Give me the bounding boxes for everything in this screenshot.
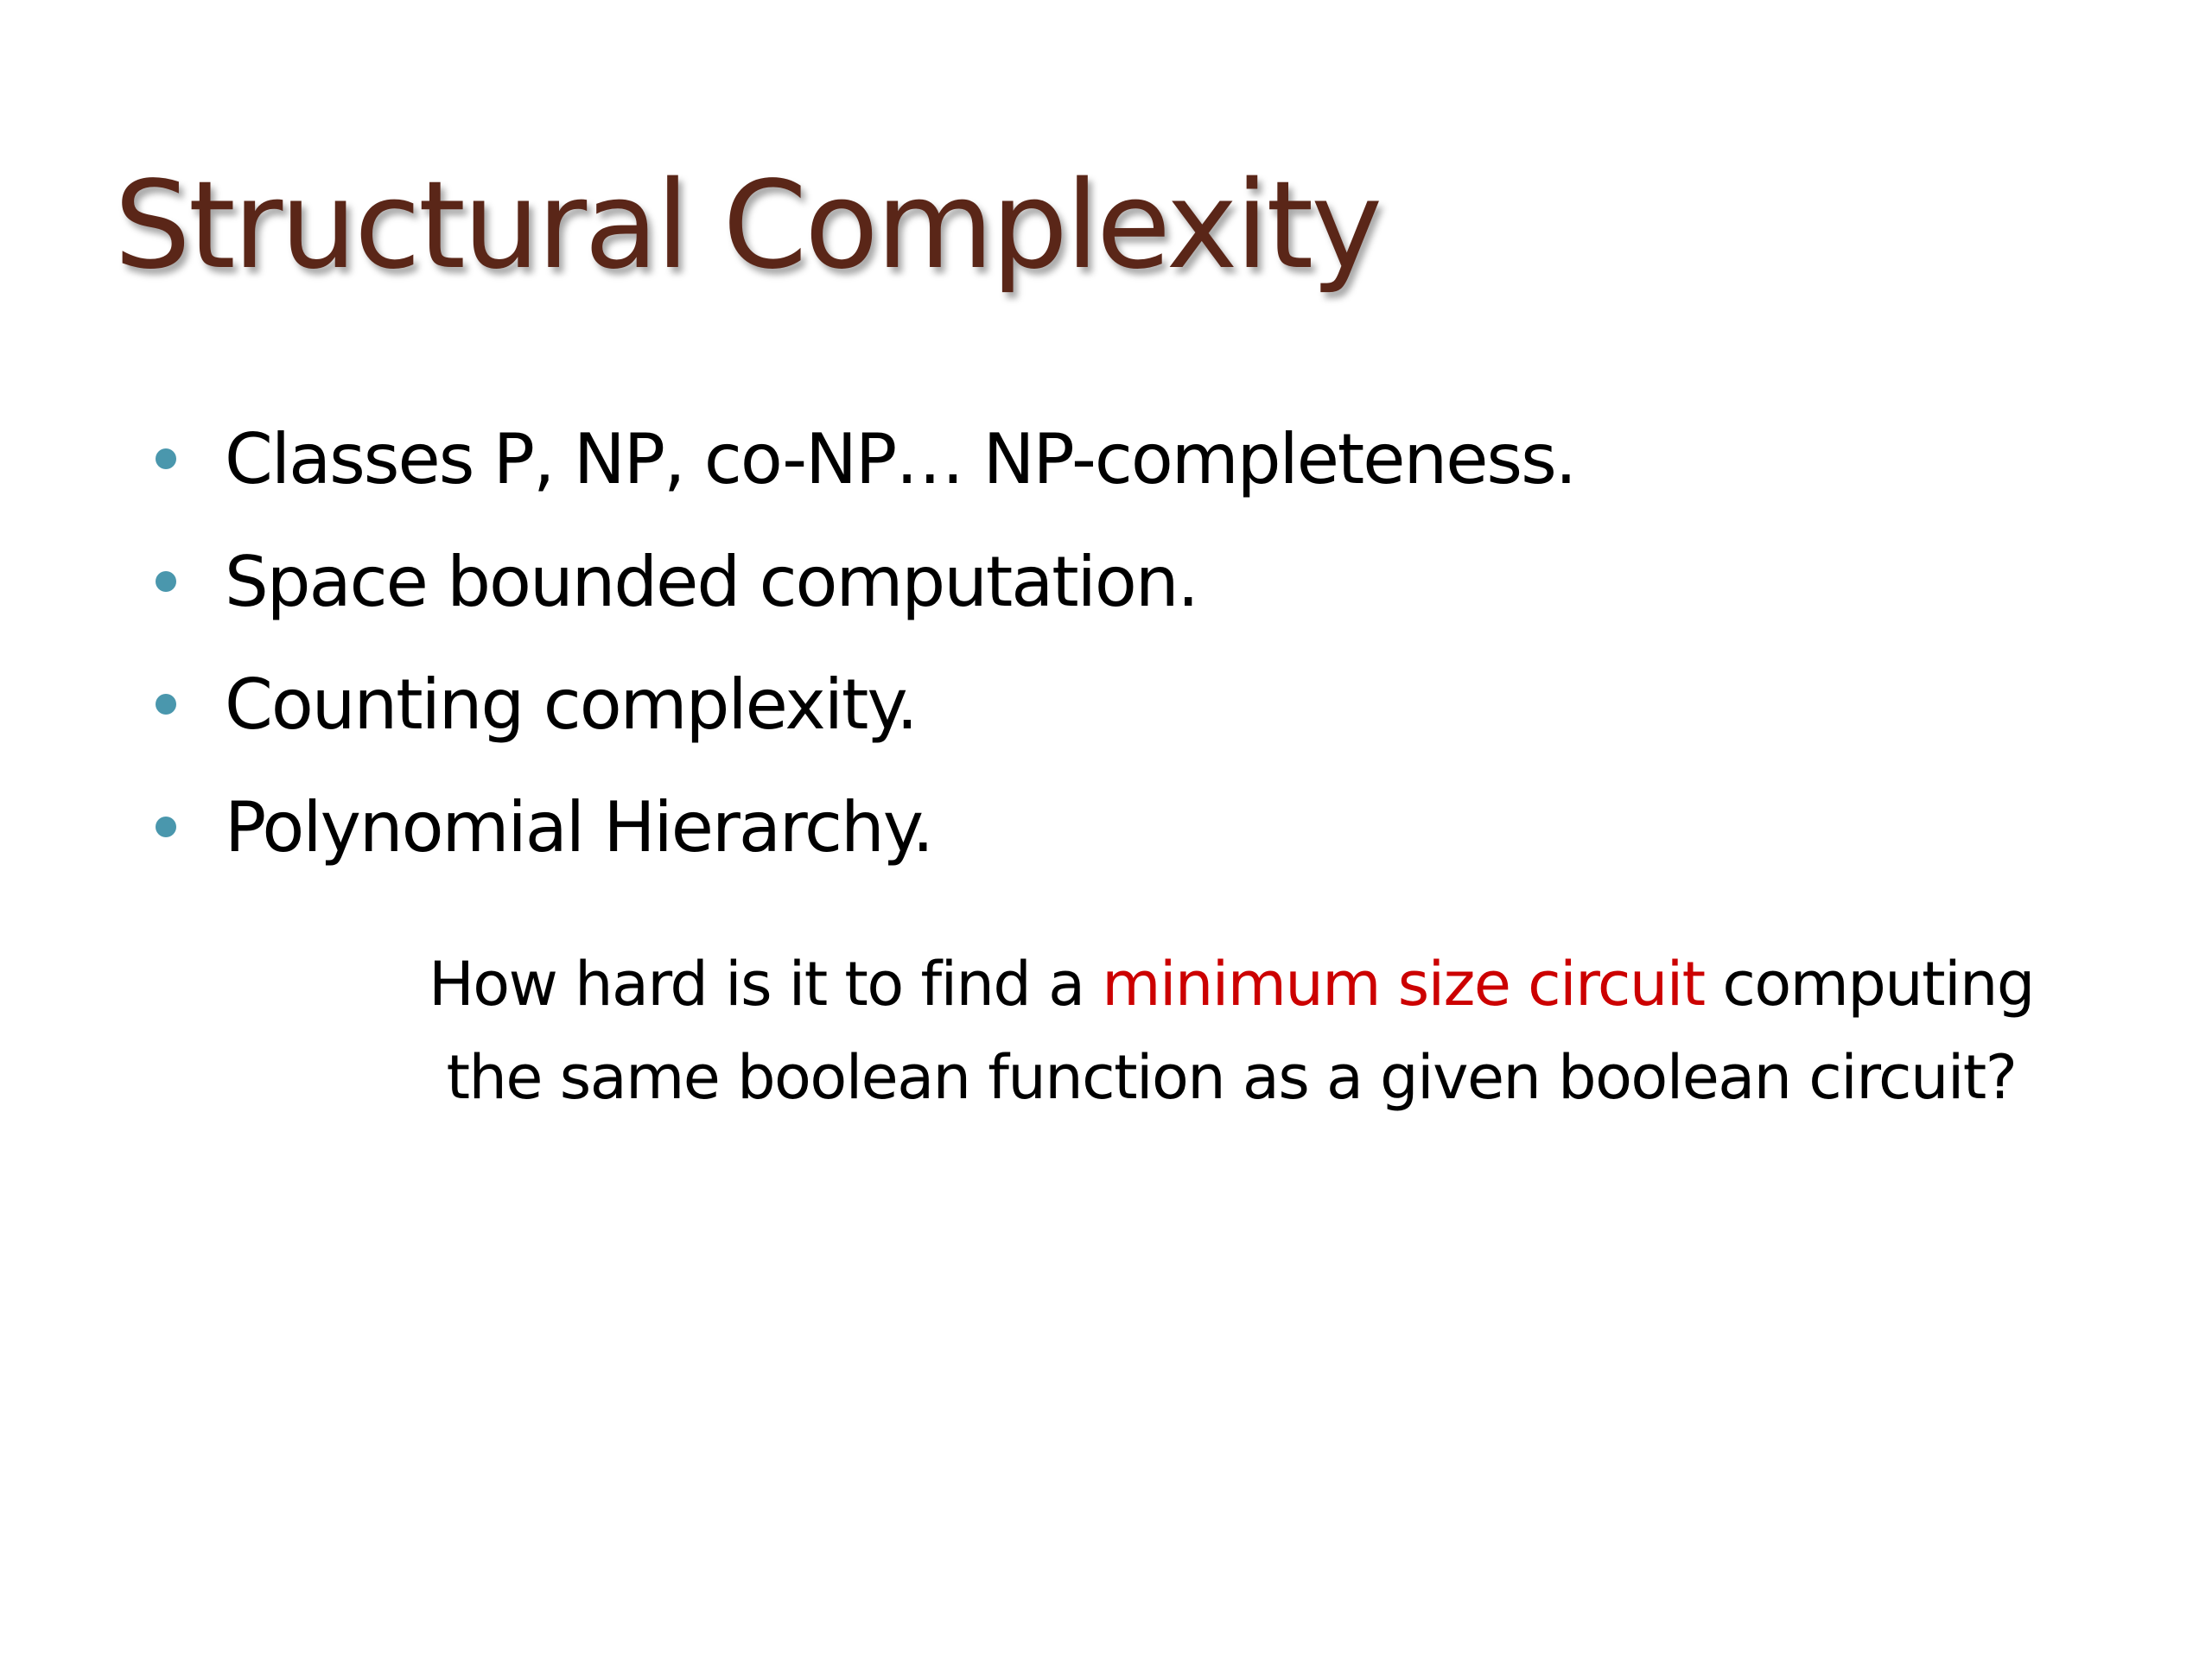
question-text [346, 938, 2117, 1124]
slide-title: Structural Complexity [114, 156, 1381, 296]
question-highlight: minimum size circuit [1102, 949, 1705, 1020]
bullet-text: Counting complexity. [225, 664, 917, 745]
bullet-list [156, 397, 1575, 888]
bullet-text: Classes P, NP, co-NP… NP-completeness. [225, 418, 1576, 499]
bullet-dot-icon [156, 694, 176, 715]
bullet-item [156, 766, 1575, 888]
bullet-dot-icon [156, 571, 176, 592]
bullet-item [156, 520, 1575, 643]
question-line2: the same boolean function as a given boolean circuit? [446, 1042, 2017, 1113]
bullet-dot-icon [156, 448, 176, 469]
bullet-text: Space bounded computation. [225, 541, 1198, 622]
question-intro: How hard is it to find a [429, 949, 1103, 1020]
question-line1-end: computing [1704, 949, 2034, 1020]
bullet-text: Polynomial Hierarchy. [225, 786, 933, 868]
bullet-item [156, 643, 1575, 766]
bullet-item [156, 397, 1575, 520]
bullet-dot-icon [156, 817, 176, 837]
